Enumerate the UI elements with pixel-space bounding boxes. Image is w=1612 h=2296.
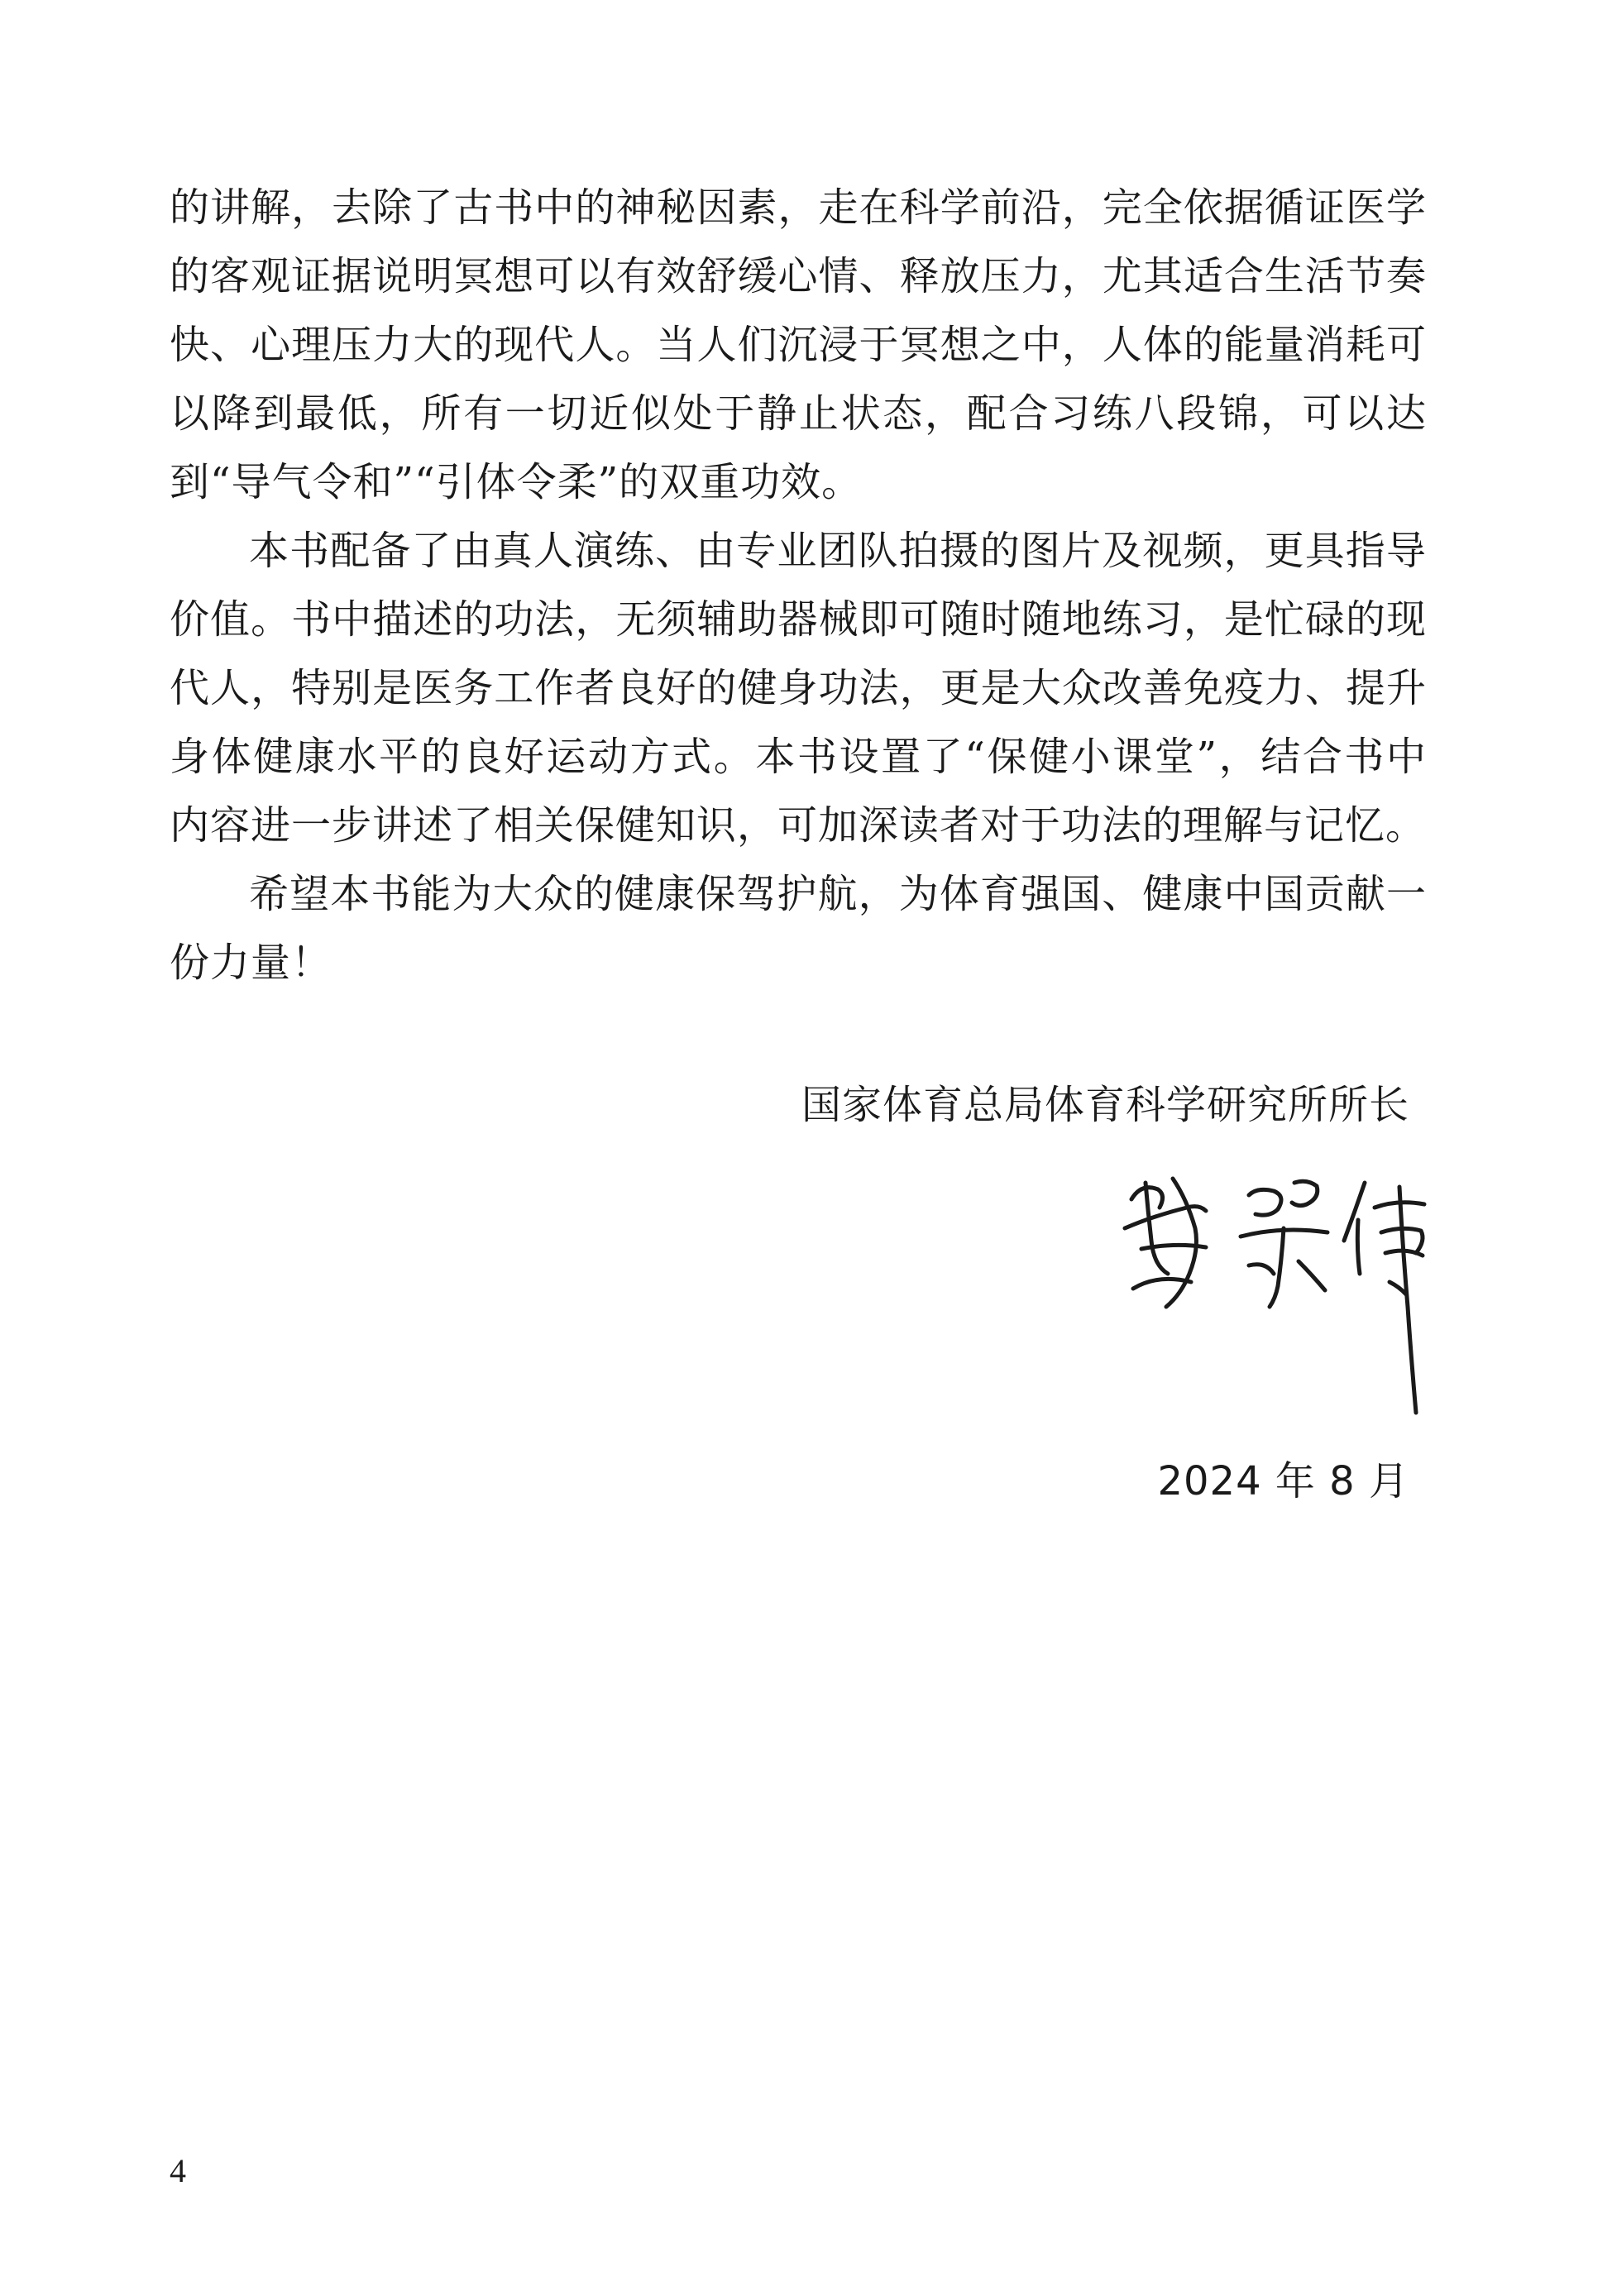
handwritten-signature <box>1108 1150 1439 1423</box>
paragraph-1: 的讲解，去除了古书中的神秘因素，走在科学前沿，完全依据循证医学的客观证据说明冥想可以有效舒缓心情、释放压力，尤其适合生活节奏快、心理压力大的现代人。当人们沉浸于冥想之中，人体的能量消耗可以降到最低，所有一切近似处于静止状态，配合习练八段锦，可以达到“导气令和”“引体令柔”的双重功效。 <box>170 184 1427 505</box>
body-text <box>170 174 1427 997</box>
author-affiliation: 国家体育总局体育科学研究所所长 <box>801 1082 1409 1128</box>
date-month-unit: 月 <box>1368 1458 1409 1504</box>
signature-strokes <box>1108 1150 1439 1423</box>
paragraph-3: 希望本书能为大众的健康保驾护航，为体育强国、健康中国贡献一份力量！ <box>170 871 1427 986</box>
page-number: 4 <box>170 2152 186 2189</box>
paragraph-2: 本书配备了由真人演练、由专业团队拍摄的图片及视频，更具指导价值。书中描述的功法，无须辅助器械即可随时随地练习，是忙碌的现代人，特别是医务工作者良好的健身功法，更是大众改善免疫力、提升身体健康水平的良好运动方式。本书设置了“保健小课堂”，结合书中内容进一步讲述了相关保健知识，可加深读者对于功法的理解与记忆。 <box>170 528 1427 849</box>
date-year-unit: 年 <box>1275 1458 1316 1504</box>
date-year: 2024 <box>1157 1458 1262 1504</box>
date-month: 8 <box>1329 1458 1356 1504</box>
date-line <box>1157 1447 1409 1516</box>
